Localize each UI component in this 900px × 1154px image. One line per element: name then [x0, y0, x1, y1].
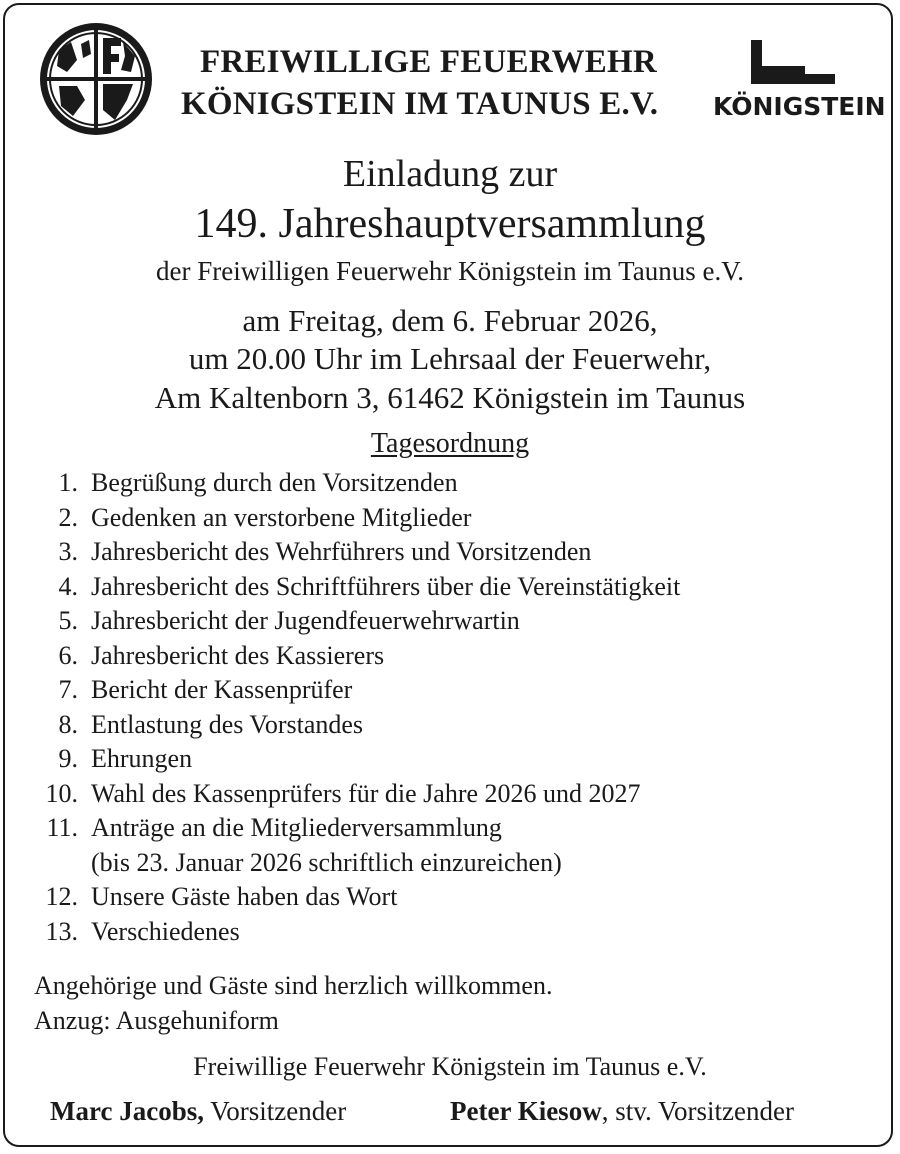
signature-org: Freiwillige Feuerwehr Königstein im Taunus e.V.: [193, 1052, 707, 1081]
agenda-item: 6. Jahresbericht des Kassierers: [58, 640, 385, 670]
town-logo: [705, 40, 886, 125]
invitation-line: Einladung zur: [342, 153, 558, 195]
town-logo-text: KÖNIGSTEIN: [713, 92, 886, 121]
fire-brigade-emblem-icon: [37, 20, 155, 138]
signatory-role: Vorsitzender: [203, 1096, 347, 1126]
agenda-item: 12. Unsere Gäste haben das Wort: [45, 882, 398, 911]
meeting-date: am Freitag, dem 6. Februar 2026,: [242, 303, 658, 338]
agenda-item: 5. Jahresbericht der Jugendfeuerwehrwartin: [58, 606, 520, 635]
agenda-item: 7. Bericht der Kassenprüfer: [58, 675, 353, 704]
agenda-item: 1. Begrüßung durch den Vorsitzenden: [58, 468, 458, 497]
signatory-name: Marc Jacobs,: [50, 1096, 204, 1126]
agenda-item: 10. Wahl des Kassenprüfers für die Jahre 2026 und 2027: [45, 778, 641, 808]
agenda-item: 3. Jahresbericht des Wehrführers und Vorsitzenden: [58, 537, 592, 566]
meeting-address: Am Kaltenborn 3, 61462 Königstein im Taunus: [154, 380, 746, 415]
welcome-note: Angehörige und Gäste sind herzlich willkommen.: [34, 971, 553, 1000]
agenda-item: 8. Entlastung des Vorstandes: [58, 709, 364, 739]
dress-code: Anzug: Ausgehuniform: [34, 1006, 279, 1035]
agenda-item-note: (bis 23. Januar 2026 schriftlich einzureichen): [91, 847, 562, 877]
agenda-item: 9. Ehrungen: [58, 744, 193, 773]
agenda-item: 13. Verschiedenes: [45, 916, 240, 946]
agenda-item: 2. Gedenken an verstorbene Mitglieder: [58, 502, 472, 532]
meeting-time-place: um 20.00 Uhr im Lehrsaal der Feuerwehr,: [188, 341, 712, 376]
signatory-name: Peter Kiesow: [450, 1096, 602, 1126]
meeting-title: 149. Jahreshauptversammlung: [194, 201, 706, 247]
signatory-deputy: [450, 1096, 794, 1127]
signatory-chair: [50, 1096, 346, 1127]
agenda-item: 4. Jahresbericht des Schriftführers über die Vereinstätigkeit: [58, 571, 681, 601]
castle-tower-icon: [705, 40, 880, 90]
agenda-list: [0, 466, 900, 949]
org-title-line1: FREIWILLIGE FEUERWEHR: [200, 44, 657, 80]
agenda-title: Tagesordnung: [370, 428, 530, 459]
signatory-role: , stv. Vorsitzender: [601, 1096, 794, 1126]
agenda-item: 11. Anträge an die Mitgliederversammlung (bis 23. Januar 2026 schriftlich einzureichen): [0, 811, 900, 880]
meeting-host: der Freiwilligen Feuerwehr Königstein im Taunus e.V.: [155, 256, 744, 286]
org-title-line2: KÖNIGSTEIN IM TAUNUS E.V.: [181, 86, 659, 122]
